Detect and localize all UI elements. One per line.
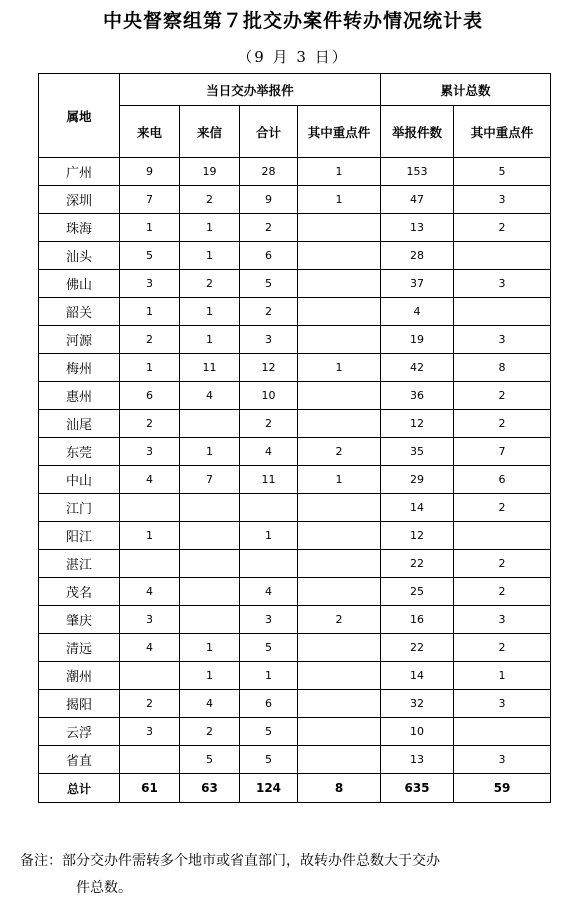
header-daily-group: 当日交办举报件	[120, 74, 381, 106]
value-cell	[298, 326, 381, 354]
value-cell: 1	[298, 186, 381, 214]
value-cell: 7	[120, 186, 180, 214]
header-calls: 来电	[120, 106, 180, 158]
value-cell	[298, 410, 381, 438]
value-cell: 2	[180, 186, 240, 214]
table-row	[39, 634, 551, 662]
region-cell: 汕尾	[39, 410, 120, 438]
region-cell: 东莞	[39, 438, 120, 466]
value-cell: 5	[240, 746, 298, 774]
value-cell	[240, 550, 298, 578]
region-cell: 清远	[39, 634, 120, 662]
value-cell: 2	[454, 578, 551, 606]
value-cell	[298, 494, 381, 522]
region-cell: 中山	[39, 466, 120, 494]
value-cell: 1	[240, 662, 298, 690]
region-cell: 珠海	[39, 214, 120, 242]
region-cell: 佛山	[39, 270, 120, 298]
footnote	[20, 848, 580, 902]
value-cell	[120, 550, 180, 578]
value-cell: 7	[454, 438, 551, 466]
value-cell	[454, 242, 551, 270]
table-row	[39, 522, 551, 550]
footnote-line-2: 件总数。	[76, 880, 132, 896]
value-cell: 3	[454, 746, 551, 774]
table-row	[39, 438, 551, 466]
value-cell	[454, 718, 551, 746]
value-cell	[180, 578, 240, 606]
region-cell: 潮州	[39, 662, 120, 690]
value-cell: 19	[180, 158, 240, 186]
statistics-table	[38, 73, 551, 803]
value-cell: 1	[298, 466, 381, 494]
value-cell	[298, 270, 381, 298]
value-cell: 1	[180, 214, 240, 242]
value-cell	[240, 494, 298, 522]
value-cell: 2	[180, 270, 240, 298]
value-cell: 4	[180, 690, 240, 718]
value-cell: 5	[240, 270, 298, 298]
value-cell: 1	[120, 298, 180, 326]
total-value-cell: 61	[120, 774, 180, 803]
value-cell: 3	[120, 718, 180, 746]
value-cell: 12	[240, 354, 298, 382]
value-cell: 4	[180, 382, 240, 410]
table-row	[39, 410, 551, 438]
value-cell	[298, 746, 381, 774]
value-cell: 28	[381, 242, 454, 270]
value-cell	[298, 578, 381, 606]
value-cell	[298, 662, 381, 690]
value-cell: 1	[454, 662, 551, 690]
value-cell	[120, 662, 180, 690]
value-cell: 2	[454, 550, 551, 578]
header-daily-key: 其中重点件	[298, 106, 381, 158]
header-total-key: 其中重点件	[454, 106, 551, 158]
value-cell: 4	[120, 466, 180, 494]
value-cell	[298, 522, 381, 550]
region-cell: 梅州	[39, 354, 120, 382]
value-cell: 2	[454, 634, 551, 662]
table-row	[39, 606, 551, 634]
value-cell: 2	[454, 410, 551, 438]
value-cell: 3	[240, 606, 298, 634]
value-cell: 12	[381, 522, 454, 550]
value-cell	[180, 410, 240, 438]
header-sum: 合计	[240, 106, 298, 158]
value-cell: 3	[454, 326, 551, 354]
value-cell: 1	[120, 522, 180, 550]
header-letters: 来信	[180, 106, 240, 158]
value-cell: 5	[240, 718, 298, 746]
region-cell: 阳江	[39, 522, 120, 550]
value-cell: 12	[381, 410, 454, 438]
region-cell: 省直	[39, 746, 120, 774]
region-cell: 广州	[39, 158, 120, 186]
region-cell: 河源	[39, 326, 120, 354]
region-cell: 惠州	[39, 382, 120, 410]
value-cell	[298, 634, 381, 662]
value-cell: 3	[454, 270, 551, 298]
value-cell: 6	[120, 382, 180, 410]
table-row	[39, 466, 551, 494]
table-row	[39, 550, 551, 578]
value-cell: 4	[120, 578, 180, 606]
region-cell: 茂名	[39, 578, 120, 606]
value-cell: 1	[180, 326, 240, 354]
region-cell: 韶关	[39, 298, 120, 326]
report-date: （9 月 3 日）	[237, 48, 349, 66]
table-row	[39, 298, 551, 326]
region-cell: 揭阳	[39, 690, 120, 718]
value-cell: 4	[120, 634, 180, 662]
value-cell	[120, 746, 180, 774]
value-cell	[180, 550, 240, 578]
value-cell	[180, 606, 240, 634]
value-cell: 2	[240, 410, 298, 438]
value-cell	[454, 522, 551, 550]
value-cell: 153	[381, 158, 454, 186]
value-cell: 2	[240, 298, 298, 326]
table-row	[39, 690, 551, 718]
value-cell: 5	[240, 634, 298, 662]
value-cell: 6	[240, 242, 298, 270]
value-cell: 1	[298, 158, 381, 186]
value-cell: 13	[381, 746, 454, 774]
total-value-cell: 59	[454, 774, 551, 803]
value-cell: 22	[381, 634, 454, 662]
value-cell: 1	[180, 298, 240, 326]
value-cell	[298, 242, 381, 270]
table-row	[39, 578, 551, 606]
table-row	[39, 242, 551, 270]
value-cell: 28	[240, 158, 298, 186]
table-body	[39, 158, 551, 803]
value-cell: 32	[381, 690, 454, 718]
value-cell: 37	[381, 270, 454, 298]
region-cell: 江门	[39, 494, 120, 522]
value-cell: 11	[240, 466, 298, 494]
value-cell: 4	[240, 578, 298, 606]
value-cell: 2	[120, 326, 180, 354]
value-cell: 22	[381, 550, 454, 578]
table-row	[39, 158, 551, 186]
value-cell: 1	[180, 662, 240, 690]
table-row	[39, 718, 551, 746]
value-cell: 14	[381, 494, 454, 522]
table-row	[39, 382, 551, 410]
value-cell: 4	[381, 298, 454, 326]
total-value-cell: 8	[298, 774, 381, 803]
value-cell: 9	[120, 158, 180, 186]
table-row	[39, 214, 551, 242]
value-cell: 3	[120, 438, 180, 466]
value-cell: 2	[240, 214, 298, 242]
value-cell: 35	[381, 438, 454, 466]
region-cell: 云浮	[39, 718, 120, 746]
value-cell: 3	[454, 186, 551, 214]
value-cell: 1	[180, 242, 240, 270]
table-row	[39, 662, 551, 690]
value-cell: 42	[381, 354, 454, 382]
table-row	[39, 326, 551, 354]
region-cell: 汕头	[39, 242, 120, 270]
value-cell: 8	[454, 354, 551, 382]
value-cell	[298, 718, 381, 746]
value-cell: 6	[240, 690, 298, 718]
value-cell: 6	[454, 466, 551, 494]
value-cell: 14	[381, 662, 454, 690]
value-cell: 19	[381, 326, 454, 354]
page-title: 中央督察组第７批交办案件转办情况统计表	[102, 10, 483, 32]
table-row	[39, 746, 551, 774]
value-cell: 1	[120, 354, 180, 382]
total-value-cell: 63	[180, 774, 240, 803]
value-cell: 5	[454, 158, 551, 186]
region-cell: 肇庆	[39, 606, 120, 634]
footnote-line-1: 备注：部分交办件需转多个地市或省直部门，故转办件总数大于交办	[20, 853, 440, 869]
total-label: 总计	[39, 774, 120, 803]
value-cell: 3	[454, 690, 551, 718]
value-cell: 3	[120, 270, 180, 298]
value-cell: 4	[240, 438, 298, 466]
value-cell: 2	[180, 718, 240, 746]
value-cell: 29	[381, 466, 454, 494]
value-cell: 2	[120, 410, 180, 438]
value-cell: 36	[381, 382, 454, 410]
value-cell	[298, 550, 381, 578]
value-cell: 2	[454, 382, 551, 410]
table-row	[39, 494, 551, 522]
table-row	[39, 354, 551, 382]
value-cell: 2	[298, 606, 381, 634]
header-region: 属地	[39, 74, 120, 158]
header-total-group: 累计总数	[381, 74, 551, 106]
value-cell: 10	[381, 718, 454, 746]
value-cell: 2	[454, 494, 551, 522]
header-report-count: 举报件数	[381, 106, 454, 158]
value-cell: 2	[454, 214, 551, 242]
value-cell: 3	[120, 606, 180, 634]
value-cell	[454, 298, 551, 326]
value-cell: 7	[180, 466, 240, 494]
value-cell: 1	[298, 354, 381, 382]
value-cell	[298, 214, 381, 242]
value-cell	[180, 522, 240, 550]
total-value-cell: 635	[381, 774, 454, 803]
value-cell: 1	[180, 438, 240, 466]
region-cell: 湛江	[39, 550, 120, 578]
total-value-cell: 124	[240, 774, 298, 803]
value-cell: 2	[120, 690, 180, 718]
value-cell: 1	[120, 214, 180, 242]
value-cell: 13	[381, 214, 454, 242]
total-row	[39, 774, 551, 803]
value-cell: 47	[381, 186, 454, 214]
value-cell	[298, 690, 381, 718]
value-cell	[120, 494, 180, 522]
value-cell	[298, 298, 381, 326]
value-cell: 9	[240, 186, 298, 214]
value-cell: 5	[180, 746, 240, 774]
table-row	[39, 270, 551, 298]
value-cell: 11	[180, 354, 240, 382]
region-cell: 深圳	[39, 186, 120, 214]
value-cell: 2	[298, 438, 381, 466]
value-cell	[180, 494, 240, 522]
value-cell: 10	[240, 382, 298, 410]
value-cell: 25	[381, 578, 454, 606]
table-row	[39, 186, 551, 214]
value-cell: 1	[180, 634, 240, 662]
value-cell: 3	[240, 326, 298, 354]
value-cell: 16	[381, 606, 454, 634]
value-cell: 1	[240, 522, 298, 550]
value-cell: 3	[454, 606, 551, 634]
value-cell	[298, 382, 381, 410]
value-cell: 5	[120, 242, 180, 270]
